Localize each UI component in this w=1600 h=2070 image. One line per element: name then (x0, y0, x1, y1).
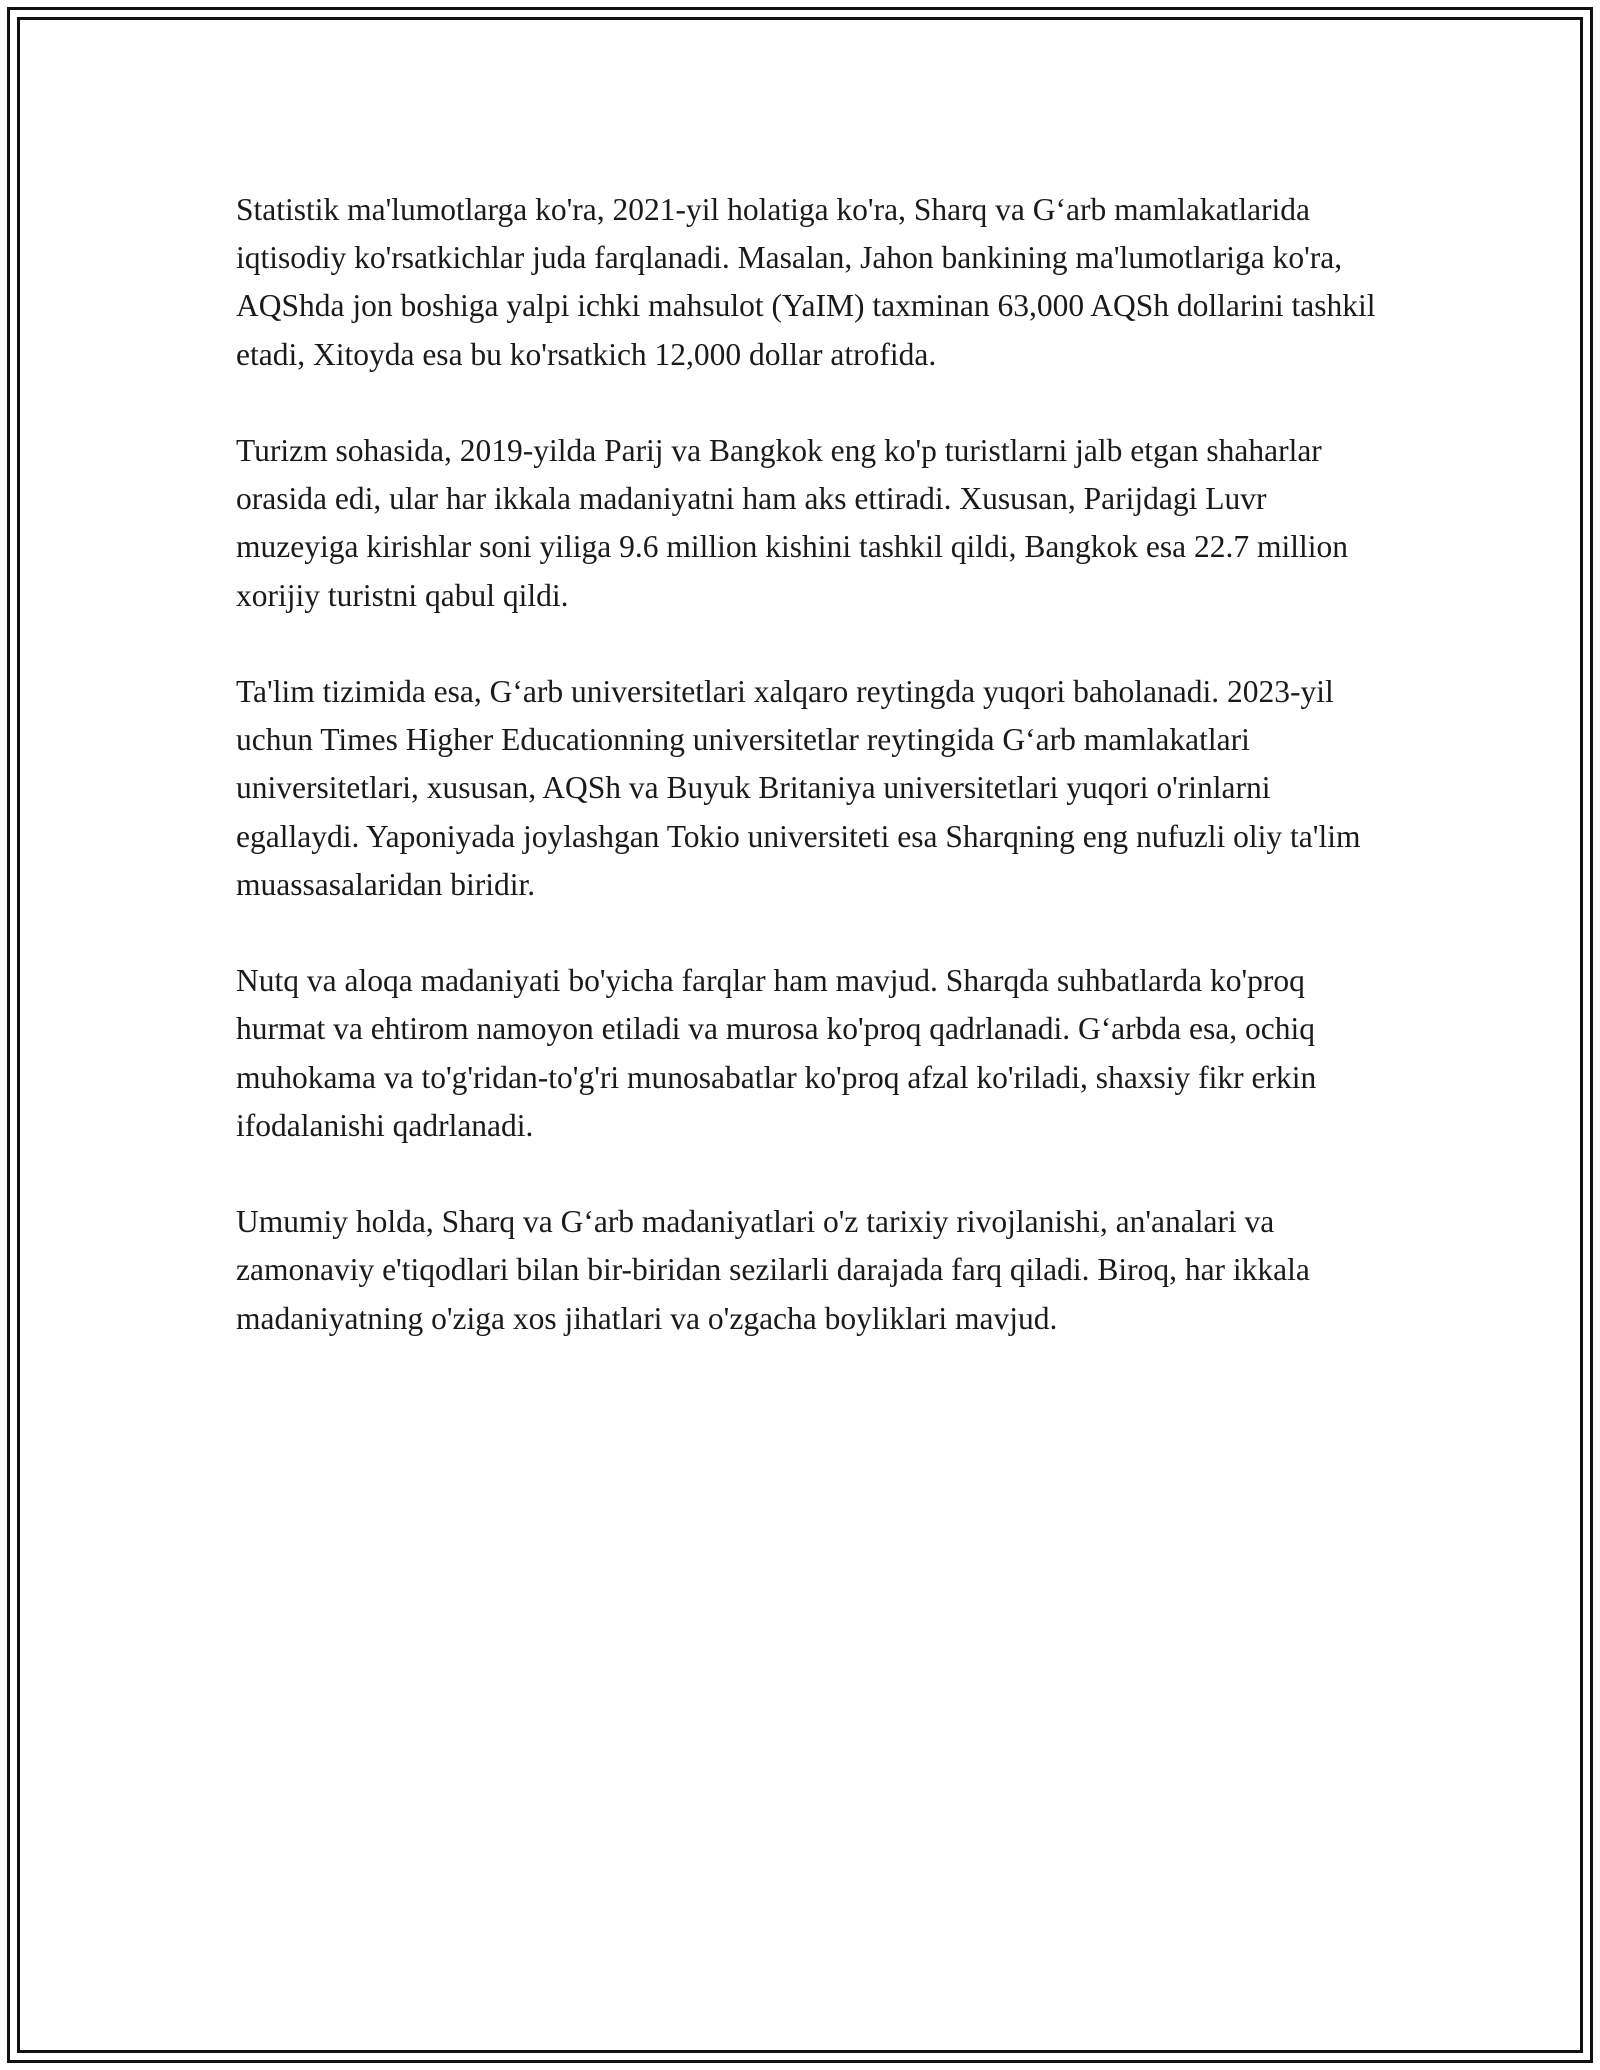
document-body (236, 186, 1376, 1391)
paragraph-conclusion: Umumiy holda, Sharq va G‘arb madaniyatlari o'z tarixiy rivojlanishi, an'analari va zamonaviy e'tiqodlari bilan bir-biridan sezilarli darajada farq qiladi. Biroq, har ikkala madaniyatning o'ziga xos jihatlari va o'zgacha boyliklari mavjud. (236, 1204, 1310, 1336)
paragraph-tourism: Turizm sohasida, 2019-yilda Parij va Bangkok eng ko'p turistlarni jalb etgan shaharlar orasida edi, ular har ikkala madaniyatni ham aks ettiradi. Xususan, Parijdagi Luvr muzeyiga kirishlar soni yiliga 9.6 million kishini tashkil qildi, Bangkok esa 22.7 million xorijiy turistni qabul qildi. (236, 433, 1349, 613)
paragraph-economy: Statistik ma'lumotlarga ko'ra, 2021-yil holatiga ko'ra, Sharq va G‘arb mamlakatlarida iqtisodiy ko'rsatkichlar juda farqlanadi. Masalan, Jahon bankining ma'lumotlariga ko'ra, AQShda jon boshiga yalpi ichki mahsulot (YaIM) taxminan 63,000 AQSh dollarini tashkil etadi, Xitoyda esa bu ko'rsatkich 12,000 dollar atrofida. (236, 192, 1376, 372)
paragraph-education: Ta'lim tizimida esa, G‘arb universitetlari xalqaro reytingda yuqori baholanadi. 2023-yil uchun Times Higher Educationning universitetlar reytingida G‘arb mamlakatlari universitetlari, xususan, AQSh va Buyuk Britaniya universitetlari yuqori o'rinlarni egallaydi. Yaponiyada joylashgan Tokio universiteti esa Sharqning eng nufuzli oliy ta'lim muassasalaridan biridir. (236, 674, 1361, 902)
paragraph-communication: Nutq va aloqa madaniyati bo'yicha farqlar ham mavjud. Sharqda suhbatlarda ko'proq hurmat va ehtirom namoyon etiladi va murosa ko'proq qadrlanadi. G‘arbda esa, ochiq muhokama va to'g'ridan-to'g'ri munosabatlar ko'proq afzal ko'riladi, shaxsiy fikr erkin ifodalanishi qadrlanadi. (236, 963, 1317, 1143)
